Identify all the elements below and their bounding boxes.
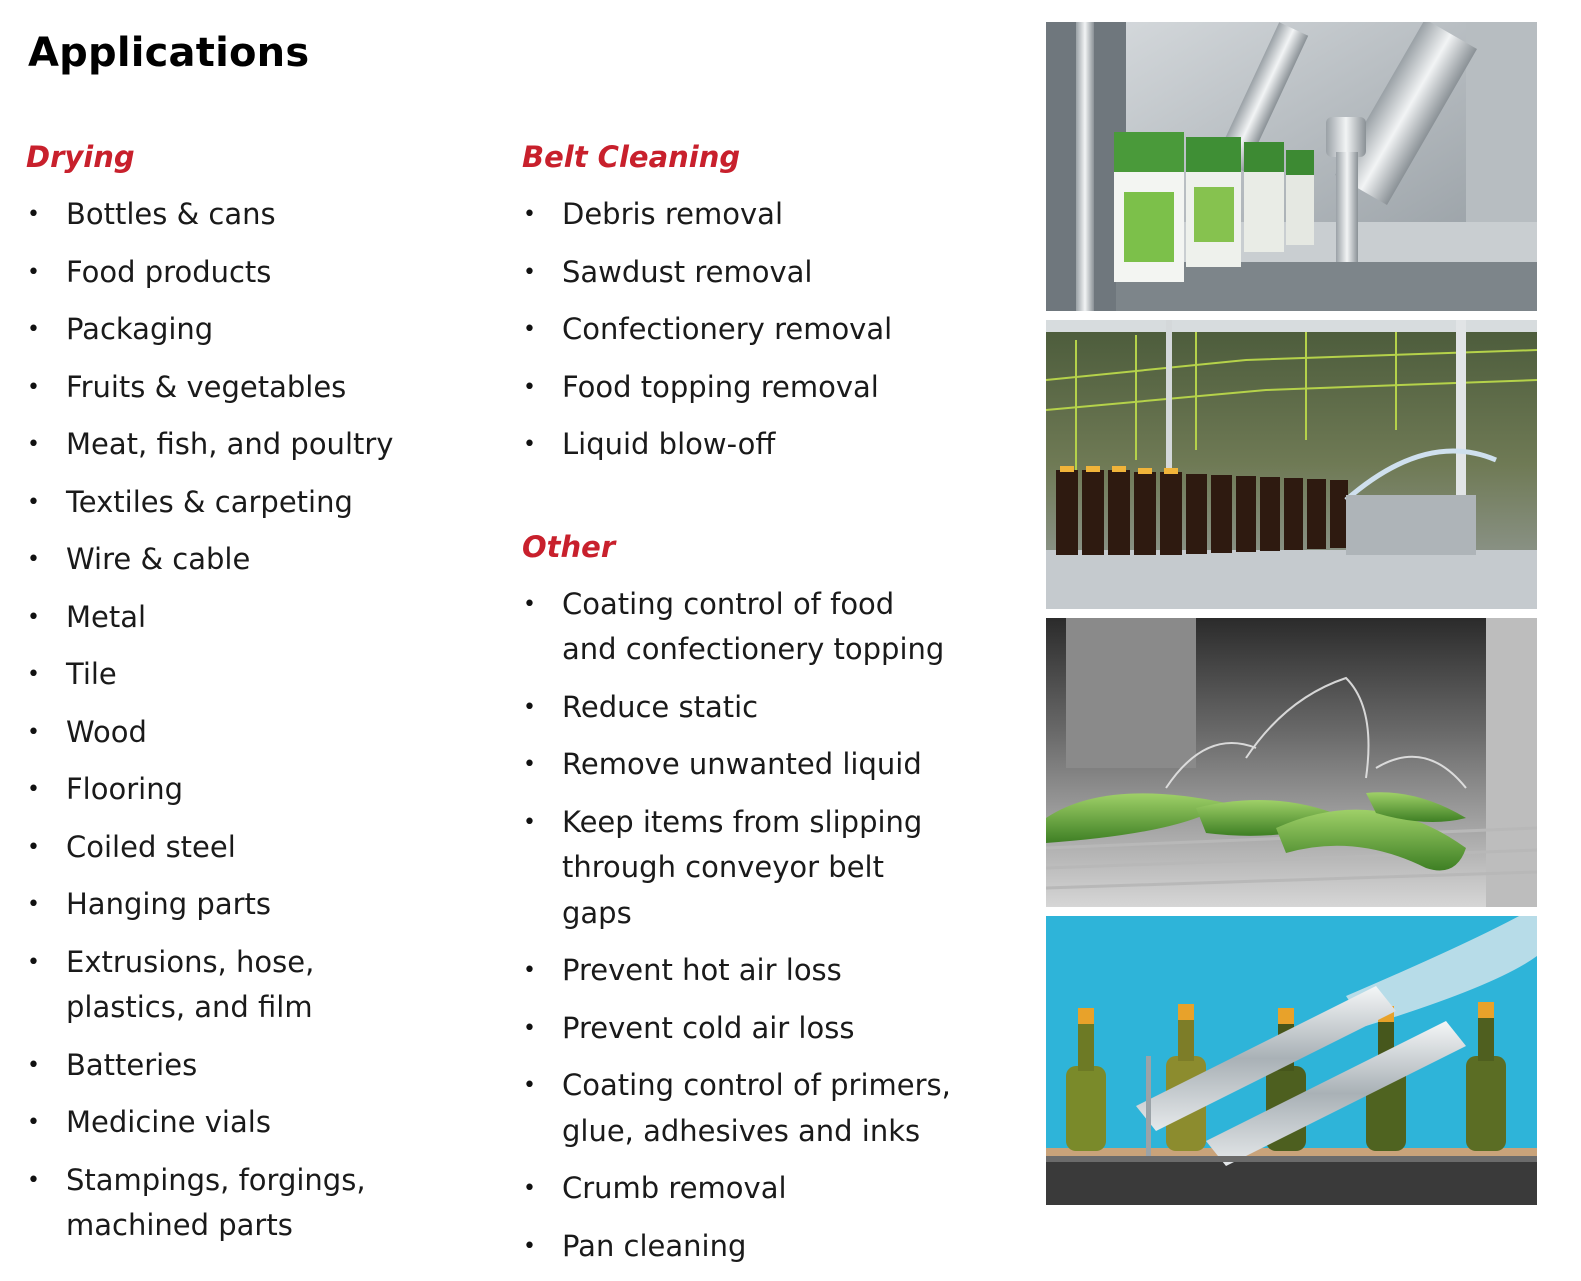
list-item: • Prevent hot air loss — [522, 948, 992, 994]
list-item: • Coating control of food and confectionery topping — [522, 582, 952, 673]
list-item: • Reduce static — [522, 685, 992, 731]
photo-wine-bottles-air-knife — [1046, 916, 1537, 1205]
photo-bottling-line — [1046, 320, 1537, 609]
list-item: • Pan cleaning — [522, 1224, 992, 1270]
belt-cleaning-other-column — [522, 134, 992, 1281]
wine-bottles-illustration — [1046, 916, 1537, 1205]
list-item: • Crumb removal — [522, 1166, 992, 1212]
list-item: • Bottles & cans — [26, 192, 496, 238]
list-item: • Fruits & vegetables — [26, 365, 496, 411]
belt-cleaning-list — [522, 192, 992, 468]
list-item: • Packaging — [26, 307, 496, 353]
section-heading-drying: Drying — [26, 140, 135, 174]
list-item: • Debris removal — [522, 192, 992, 238]
list-item: • Keep items from slipping through conveyor belt gaps — [522, 800, 962, 937]
list-item: • Prevent cold air loss — [522, 1006, 992, 1052]
bottling-line-illustration — [1046, 320, 1537, 609]
drying-column — [26, 134, 496, 1261]
list-item: • Textiles & carpeting — [26, 480, 496, 526]
section-heading-belt-cleaning: Belt Cleaning — [522, 140, 741, 174]
list-item: • Remove unwanted liquid — [522, 742, 992, 788]
photo-juice-carton-line — [1046, 22, 1537, 311]
list-item: • Coating control of primers, glue, adhesives and inks — [522, 1063, 962, 1154]
other-list — [522, 582, 992, 1270]
list-item: • Coiled steel — [26, 825, 496, 871]
list-item: • Food products — [26, 250, 496, 296]
juice-carton-illustration — [1046, 22, 1537, 311]
list-item: • Confectionery removal — [522, 307, 992, 353]
pea-pods-illustration — [1046, 618, 1537, 907]
list-item: • Batteries — [26, 1043, 496, 1089]
photo-pea-pods-splash — [1046, 618, 1537, 907]
section-heading-other: Other — [522, 529, 616, 564]
list-item: • Tile — [26, 652, 496, 698]
list-item: • Wood — [26, 710, 496, 756]
list-item: • Flooring — [26, 767, 496, 813]
page-title: Applications — [28, 30, 310, 76]
list-item: • Metal — [26, 595, 496, 641]
list-item: • Medicine vials — [26, 1100, 496, 1146]
drying-list — [26, 192, 496, 1249]
list-item: • Stampings, forgings, machined parts — [26, 1158, 386, 1249]
list-item: • Sawdust removal — [522, 250, 992, 296]
list-item: • Meat, fish, and poultry — [26, 422, 496, 468]
list-item: • Extrusions, hose, plastics, and film — [26, 940, 441, 1031]
list-item: • Hanging parts — [26, 882, 496, 928]
list-item: • Liquid blow-off — [522, 422, 992, 468]
list-item: • Wire & cable — [26, 537, 496, 583]
list-item: • Food topping removal — [522, 365, 992, 411]
